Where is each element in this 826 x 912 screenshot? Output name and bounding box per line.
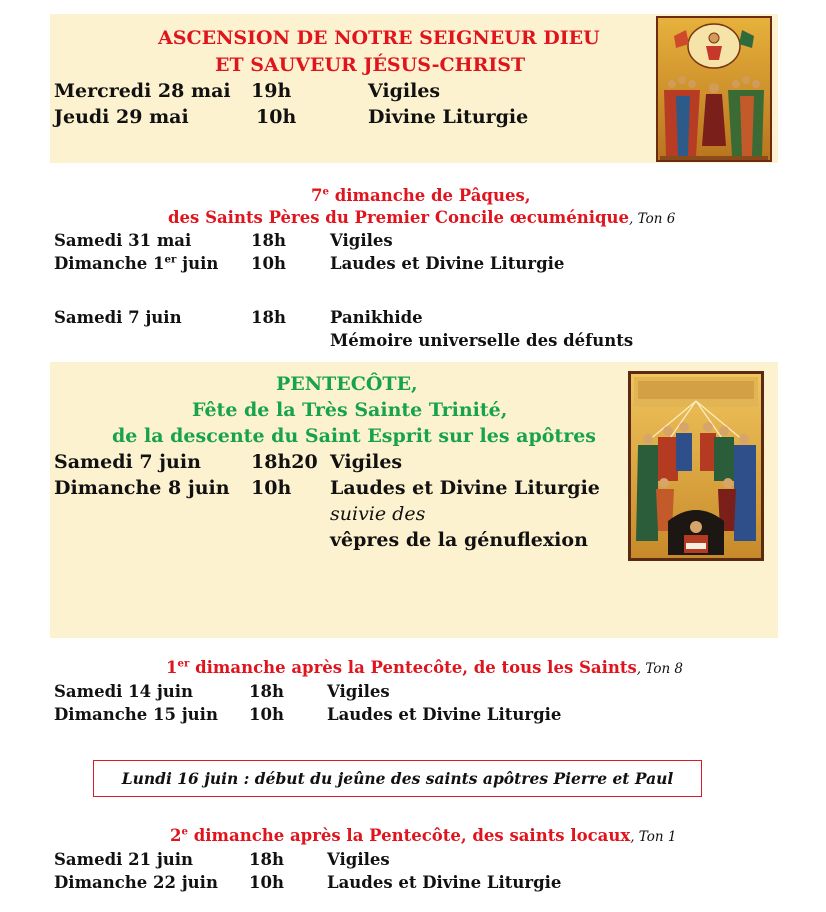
schedule-time: 18h [249,682,284,701]
tone-label: , Ton 8 [636,661,684,677]
tone-label: , Ton 1 [630,829,677,845]
ascension-icon-image [656,16,772,162]
ascension-title-line2: ET SAUVEUR JÉSUS-CHRIST [215,54,526,76]
title-text: dimanche après la Pentecôte, des saints locaux [188,826,631,845]
pentecost-title-line3: de la descente du Saint Esprit sur les apôtres [112,425,596,447]
sunday7-title-line2 [168,208,675,227]
schedule-service: Laudes et Divine Liturgie [327,705,562,724]
schedule-service: Vigiles [327,850,390,869]
title-superscript: e [181,825,188,838]
schedule-time: 10h [251,477,292,499]
schedule-time: 18h20 [251,451,318,473]
schedule-service: Laudes et Divine Liturgie [330,477,600,499]
schedule-service: Vigiles [327,682,390,701]
schedule-service: Laudes et Divine Liturgie [327,873,562,892]
schedule-service: Laudes et Divine Liturgie [330,254,565,273]
schedule-day: Dimanche 8 juin [54,477,230,499]
schedule-day: Jeudi 29 mai [54,106,189,128]
title-superscript: e [322,185,329,198]
schedule-service: Divine Liturgie [368,106,529,128]
day-text: juin [176,254,219,273]
schedule-day: Dimanche 15 juin [54,705,218,724]
schedule-time: 10h [251,254,286,273]
pentecost-title-line2: Fête de la Très Sainte Trinité, [192,399,508,421]
schedule-time: 10h [249,705,284,724]
schedule-day: Samedi 7 juin [54,308,182,327]
schedule-followed-note: suivie des [330,503,426,525]
schedule-day: Samedi 31 mai [54,231,192,250]
fast-notice-text: Lundi 16 juin : début du jeûne des saints apôtres Pierre et Paul [121,769,674,788]
schedule-day: Samedi 14 juin [54,682,194,701]
ascension-title-line1: ASCENSION DE NOTRE SEIGNEUR DIEU [158,27,600,49]
schedule-day: Mercredi 28 mai [54,80,231,102]
schedule-day [54,254,218,273]
schedule-time: 19h [251,80,292,102]
tone-label: , Ton 6 [629,211,676,227]
schedule-service-note: Mémoire universelle des défunts [330,331,634,350]
schedule-day: Samedi 21 juin [54,850,194,869]
pentecost-title-line1: PENTECÔTE, [276,373,418,395]
title-number: 1 [166,658,178,677]
schedule-time: 10h [256,106,297,128]
sunday7-title-line1 [311,186,530,205]
sunday1-title [166,658,683,677]
schedule-service: Vigiles [330,231,393,250]
title-text: des Saints Pères du Premier Concile œcuménique [168,208,630,227]
title-text: dimanche de Pâques, [329,186,531,205]
title-number: 2 [170,826,182,845]
schedule-time: 18h [251,231,286,250]
schedule-time: 18h [249,850,284,869]
fast-notice-box [93,760,702,797]
title-number: 7 [311,186,323,205]
schedule-time: 18h [251,308,286,327]
schedule-time: 10h [249,873,284,892]
schedule-service: Panikhide [330,308,423,327]
day-superscript: er [164,253,177,266]
pentecost-icon-image [628,371,764,561]
title-text: dimanche après la Pentecôte, de tous les Saints [189,658,637,677]
schedule-service-note: vêpres de la génuflexion [330,529,588,551]
schedule-service: Vigiles [368,80,441,102]
schedule-day: Dimanche 22 juin [54,873,218,892]
sunday2-title [170,826,676,845]
day-text: Dimanche 1 [54,254,165,273]
schedule-day: Samedi 7 juin [54,451,201,473]
title-superscript: er [177,657,190,670]
schedule-service: Vigiles [330,451,403,473]
